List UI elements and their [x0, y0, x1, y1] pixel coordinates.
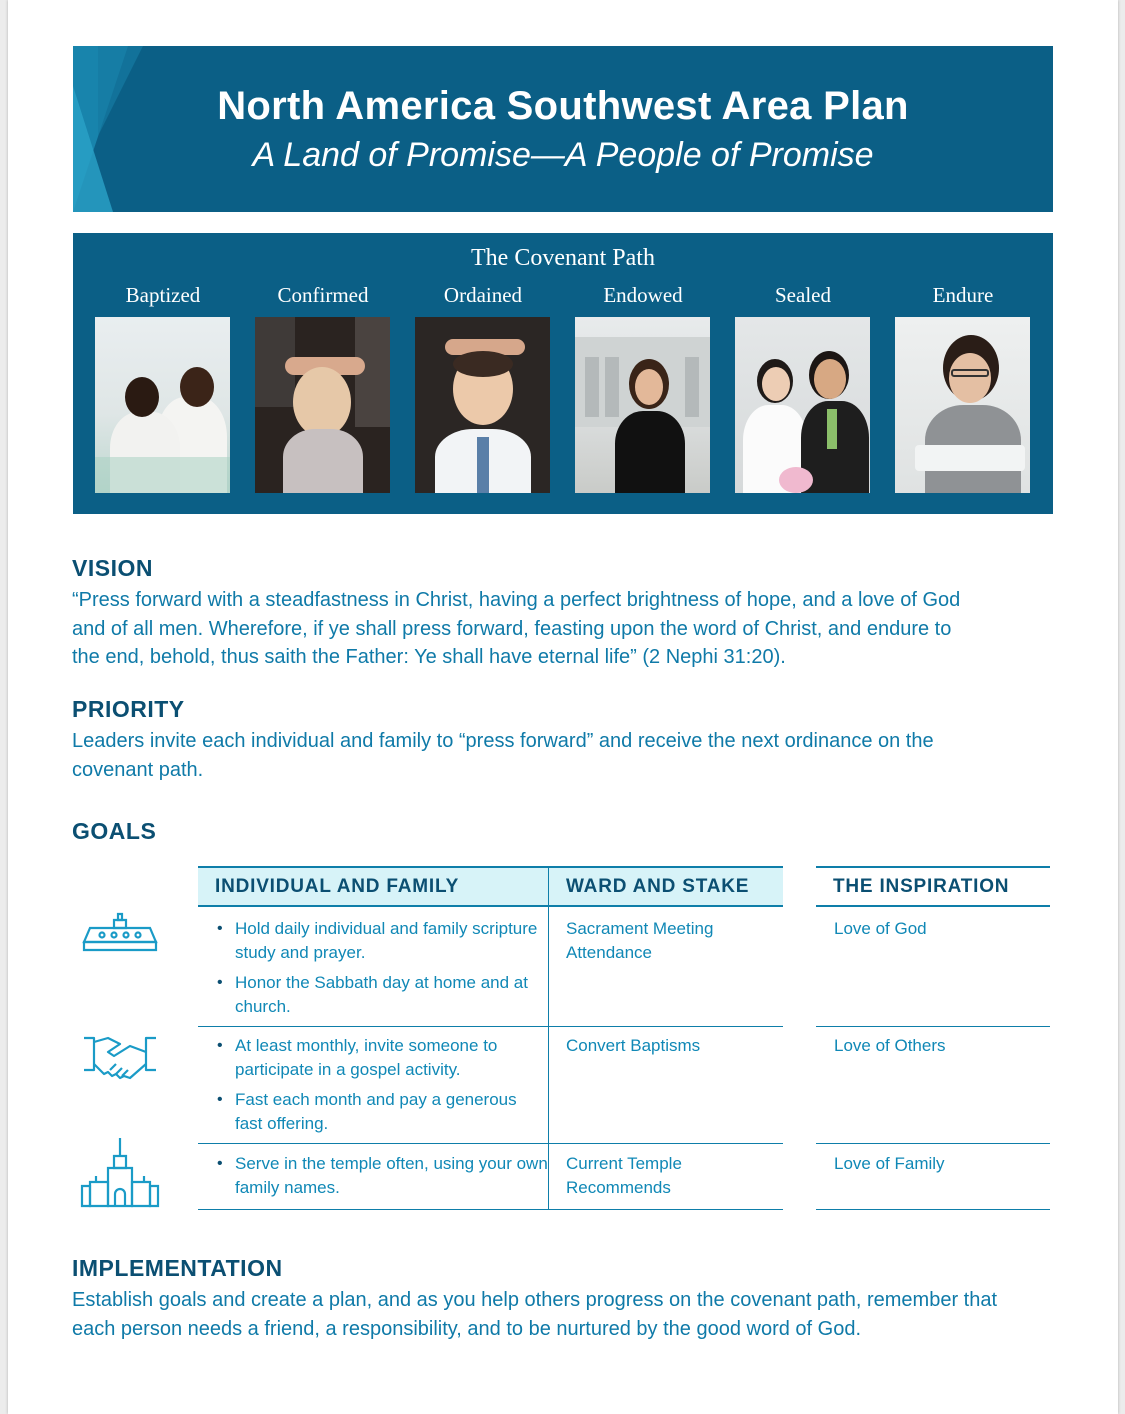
endowment-photo — [575, 317, 710, 493]
implementation-text — [72, 1286, 1062, 1343]
implementation-heading: IMPLEMENTATION — [72, 1255, 283, 1281]
title-banner — [73, 46, 1053, 212]
row-divider — [198, 1026, 783, 1027]
ordination-photo — [415, 317, 550, 493]
row-divider — [198, 1209, 783, 1210]
text-line: “Press forward with a steadfastness in Christ, having a perfect brightness of hope, and a love of God — [72, 589, 961, 611]
goals-heading: GOALS — [72, 818, 157, 844]
document-subtitle: A Land of Promise—A People of Promise — [252, 136, 874, 174]
vision-text — [72, 586, 1062, 672]
covenant-step-label: Confirmed — [277, 283, 369, 307]
covenant-step-confirmed — [255, 283, 391, 493]
covenant-path-title: The Covenant Path — [471, 245, 655, 271]
sealing-photo — [735, 317, 870, 493]
document-page — [8, 0, 1118, 1414]
goal-bullet: • Serve in the temple often, using your own family names. — [235, 1152, 548, 1200]
text-line: each person needs a friend, a responsibility, and to be nurtured by the good word of God. — [72, 1317, 862, 1340]
column-divider — [548, 866, 549, 1210]
table-row-2-ward: Convert Baptisms — [566, 1036, 701, 1055]
handshake-icon — [80, 1030, 160, 1086]
table-row-3-ward: Current Temple Recommends — [566, 1154, 682, 1197]
covenant-step-endure — [895, 283, 1031, 493]
goal-bullet: • Honor the Sabbath day at home and at church. — [235, 971, 548, 1019]
covenant-step-label: Endowed — [603, 283, 683, 307]
table-row-1-individual — [198, 917, 548, 1025]
temple-icon — [80, 1136, 160, 1212]
column-header-ward: WARD AND STAKE — [549, 866, 783, 907]
covenant-step-label: Ordained — [443, 283, 523, 307]
covenant-step-baptized — [95, 283, 231, 493]
covenant-step-endowed — [575, 283, 711, 493]
table-row-3-inspiration: Love of Family — [834, 1154, 945, 1173]
table-row-2-individual — [198, 1034, 548, 1142]
text-line: Establish goals and create a plan, and as you help others progress on the covenant path, remember that — [72, 1289, 998, 1311]
column-header-individual: INDIVIDUAL AND FAMILY — [198, 866, 549, 907]
sacrament-tray-icon — [80, 910, 160, 960]
text-line: the end, behold, thus saith the Father: Ye shall have eternal life” (2 Nephi 31:20). — [72, 646, 786, 668]
row-divider — [198, 1143, 783, 1144]
priority-heading: PRIORITY — [72, 696, 185, 722]
confirmation-photo — [255, 317, 390, 493]
document-title: North America Southwest Area Plan — [217, 84, 909, 128]
covenant-step-sealed — [735, 283, 871, 493]
text-line: and of all men. Wherefore, if ye shall press forward, feasting upon the word of Christ, and endure to — [72, 617, 952, 640]
covenant-step-label: Endure — [932, 283, 994, 307]
priority-text — [72, 727, 1062, 784]
vision-heading: VISION — [72, 555, 153, 581]
baptism-photo — [95, 317, 230, 493]
covenant-step-ordained — [415, 283, 551, 493]
row-divider — [816, 1209, 1050, 1210]
endure-photo — [895, 317, 1030, 493]
table-row-2-inspiration: Love of Others — [834, 1036, 946, 1055]
column-header-inspiration: THE INSPIRATION — [816, 866, 1050, 907]
table-row-1-inspiration: Love of God — [834, 919, 927, 938]
covenant-path-panel — [73, 233, 1053, 514]
goal-bullet: • Fast each month and pay a generous fast offering. — [235, 1088, 548, 1136]
table-row-3-individual — [198, 1152, 548, 1206]
row-divider — [816, 1026, 1050, 1027]
text-line: Leaders invite each individual and family to “press forward” and receive the next ordinance on the — [72, 730, 934, 752]
covenant-step-label: Sealed — [775, 283, 831, 307]
table-row-1-ward: Sacrament Meeting Attendance — [566, 919, 714, 962]
text-line: covenant path. — [72, 758, 204, 781]
goal-bullet: • At least monthly, invite someone to participate in a gospel activity. — [235, 1034, 548, 1082]
covenant-step-label: Baptized — [125, 283, 201, 307]
row-divider — [816, 1143, 1050, 1144]
goal-bullet: • Hold daily individual and family scripture study and prayer. — [235, 917, 548, 965]
